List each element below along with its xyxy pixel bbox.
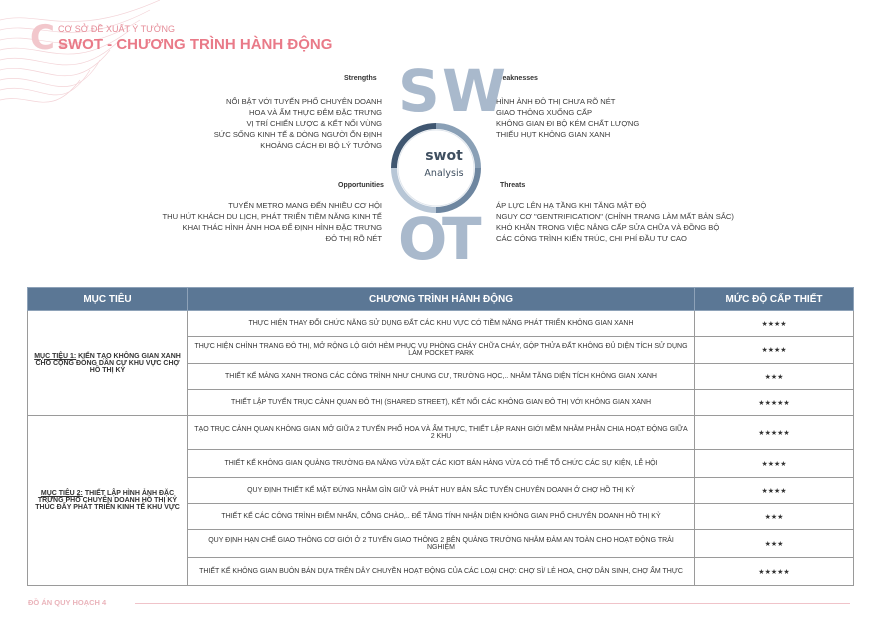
action-plan-table (27, 287, 854, 586)
swot-diagram (150, 57, 750, 275)
threats-item: CÁC CÔNG TRÌNH KIẾN TRÚC, CHI PHÍ ĐẦU TƯ CAO (496, 234, 687, 243)
goal-cell-2 (28, 416, 188, 586)
threats-item: NGUY CƠ "GENTRIFICATION" (CHỈNH TRANG LÀM MẤT BẢN SẮC) (496, 212, 734, 221)
action-cell: THỰC HIỆN CHỈNH TRANG ĐÔ THỊ, MỞ RỘNG LỘ GIỚI HẺM PHỤC VỤ PHÒNG CHÁY CHỮA CHÁY, GỘP THỬA ĐẤT KHÔNG ĐỦ DIỆN TÍCH SỬ DỤNG LÀM POCKET PARK (188, 337, 695, 364)
strengths-item: VỊ TRÍ CHIẾN LƯỢC & KẾT NỐI VÙNG (246, 119, 382, 128)
opportunities-item: TUYẾN METRO MANG ĐẾN NHIỀU CƠ HỘI (228, 201, 382, 210)
goal-cell-1 (28, 311, 188, 416)
footer-divider (135, 603, 850, 604)
strengths-item: HOA VÀ ẨM THỰC ĐÊM ĐẶC TRƯNG (249, 108, 382, 117)
action-cell: TẠO TRỤC CẢNH QUAN KHÔNG GIAN MỞ GIỮA 2 TUYẾN PHỐ HOA VÀ ẨM THỰC, THIẾT LẬP RANH GIỚI MỀM NHẰM PHÂN CHIA HOẠT ĐỘNG GIỮA 2 KHU (188, 416, 695, 450)
action-cell: THIẾT KẾ KHÔNG GIAN QUẢNG TRƯỜNG ĐA NĂNG VỪA ĐẶT CÁC KIOT BÁN HÀNG VỪA CÓ THỂ TỔ CHỨC CÁC SỰ KIỆN, LỄ HỘI (188, 450, 695, 478)
opportunities-item: THU HÚT KHÁCH DU LỊCH, PHÁT TRIỂN TIỀM NĂNG KINH TẾ (162, 212, 382, 221)
strengths-item: NỔI BẬT VỚI TUYẾN PHỐ CHUYÊN DOANH (225, 97, 382, 106)
action-cell: QUY ĐỊNH HẠN CHẾ GIAO THÔNG CƠ GIỚI Ở 2 TUYẾN GIAO THÔNG 2 BÊN QUẢNG TRƯỜNG NHẰM ĐẢM AN TOÀN CHO HOẠT ĐỘNG TRẢI NGHIỆM (188, 530, 695, 558)
weaknesses-heading: Weaknesses (496, 75, 538, 82)
action-cell: THỰC HIỆN THAY ĐỔI CHỨC NĂNG SỬ DỤNG ĐẤT CÁC KHU VỰC CÓ TIỀM NĂNG PHÁT TRIỂN KHÔNG GIAN XANH (188, 311, 695, 337)
threats-list (496, 200, 734, 244)
header-action: CHƯƠNG TRÌNH HÀNH ĐỘNG (188, 288, 695, 311)
swot-letter-s: S (398, 57, 440, 125)
weaknesses-item: HÌNH ẢNH ĐÔ THỊ CHƯA RÕ NÉT (496, 97, 616, 106)
strengths-item: KHOẢNG CÁCH ĐI BỘ LÝ TƯỞNG (260, 141, 382, 150)
section-letter: C. (30, 18, 70, 58)
swot-letter-o: O (398, 205, 448, 273)
weaknesses-item: KHÔNG GIAN ĐI BỘ KÉM CHẤT LƯỢNG (496, 119, 640, 128)
opportunities-item: KHAI THÁC HÌNH ẢNH HOA ĐỂ ĐỊNH HÌNH ĐẶC TRƯNG (182, 223, 382, 232)
action-cell: THIẾT LẬP TUYẾN TRỤC CẢNH QUAN ĐÔ THỊ (SHARED STREET), KẾT NỐI CÁC KHÔNG GIAN ĐÔ THỊ VỚI KHÔNG GIAN XANH (188, 390, 695, 416)
threats-heading: Threats (500, 182, 526, 189)
urgency-stars: ★★★★ (695, 311, 854, 337)
goal-text: KIẾN TẠO KHÔNG GIAN XANH CHO CỘNG ĐỒNG DÂN CƯ KHU VỰC CHỢ HỒ THỊ KỶ (35, 352, 181, 374)
table-row (28, 416, 854, 450)
header-urgency: MỨC ĐỘ CẤP THIẾT (695, 288, 854, 311)
swot-center-subtitle: Analysis (424, 168, 464, 179)
weaknesses-item: GIAO THÔNG XUỐNG CẤP (496, 108, 593, 117)
swot-letter-w: W (442, 57, 506, 125)
goal-label: MỤC TIÊU 2: (40, 490, 83, 497)
urgency-stars: ★★★★★ (695, 416, 854, 450)
opportunities-list (162, 200, 382, 244)
goal-label: MỤC TIÊU 1: (34, 352, 77, 360)
strengths-item: SỨC SỐNG KINH TẾ & DÒNG NGƯỜI ỔN ĐỊNH (213, 130, 382, 139)
action-cell: THIẾT KẾ KHÔNG GIAN BUÔN BÁN DỰA TRÊN DÂY CHUYỀN HOẠT ĐỘNG CỦA CÁC LOẠI CHỢ: CHỢ SỈ/ LẺ HOA, CHỢ DÂN SINH, CHỢ ẨM THỰC (188, 558, 695, 586)
strengths-heading: Strengths (344, 75, 377, 82)
weaknesses-item: THIẾU HỤT KHÔNG GIAN XANH (496, 130, 611, 139)
urgency-stars: ★★★★ (695, 337, 854, 364)
opportunities-item: ĐÔ THỊ RÕ NÉT (325, 234, 382, 243)
urgency-stars: ★★★ (695, 504, 854, 530)
swot-center-title: swot (425, 148, 463, 164)
footer-label: ĐỒ ÁN QUY HOẠCH 4 (28, 598, 107, 607)
page-title: SWOT - CHƯƠNG TRÌNH HÀNH ĐỘNG (58, 36, 333, 53)
urgency-stars: ★★★★ (695, 450, 854, 478)
urgency-stars: ★★★★★ (695, 390, 854, 416)
swot-letter-t: T (442, 205, 482, 273)
header-goal: MỤC TIÊU (28, 288, 188, 311)
threats-item: KHÓ KHĂN TRONG VIỆC NÂNG CẤP SỬA CHỮA VÀ ĐỒNG BỘ (496, 223, 720, 232)
action-cell: THIẾT KẾ MẢNG XANH TRONG CÁC CÔNG TRÌNH NHƯ CHUNG CƯ, TRƯỜNG HỌC,.. NHẰM TĂNG DIỆN TÍCH KHÔNG GIAN XANH (188, 364, 695, 390)
urgency-stars: ★★★★ (695, 478, 854, 504)
weaknesses-list (496, 96, 639, 140)
table-header-row (28, 288, 854, 311)
urgency-stars: ★★★ (695, 530, 854, 558)
table-row (28, 311, 854, 337)
action-cell: QUY ĐỊNH THIẾT KẾ MẶT ĐỨNG NHẰM GÌN GIỮ VÀ PHÁT HUY BẢN SẮC TUYẾN CHUYÊN DOANH Ở CHỢ HỒ THỊ KỶ (188, 478, 695, 504)
action-cell: THIẾT KẾ CÁC CÔNG TRÌNH ĐIỂM NHẤN, CỔNG CHÀO,.. ĐỂ TĂNG TÍNH NHẬN DIỆN KHÔNG GIAN PHỐ CHUYÊN DOANH HỒ THỊ KỶ (188, 504, 695, 530)
strengths-list (214, 96, 382, 151)
goal-text: THIẾT LẬP HÌNH ẢNH ĐẶC TRƯNG PHỐ CHUYÊN DOANH HỒ THỊ KỶ THÚC ĐẨY PHÁT TRIỂN KINH TẾ KHU VỰC (35, 490, 180, 511)
urgency-stars: ★★★ (695, 364, 854, 390)
urgency-stars: ★★★★★ (695, 558, 854, 586)
section-subtitle: CƠ SỞ ĐỀ XUẤT Ý TƯỞNG (58, 24, 176, 34)
threats-item: ÁP LỰC LÊN HẠ TẦNG KHI TĂNG MẬT ĐỘ (496, 201, 647, 210)
decorative-wave-lines (0, 0, 160, 120)
opportunities-heading: Opportunities (338, 182, 384, 189)
